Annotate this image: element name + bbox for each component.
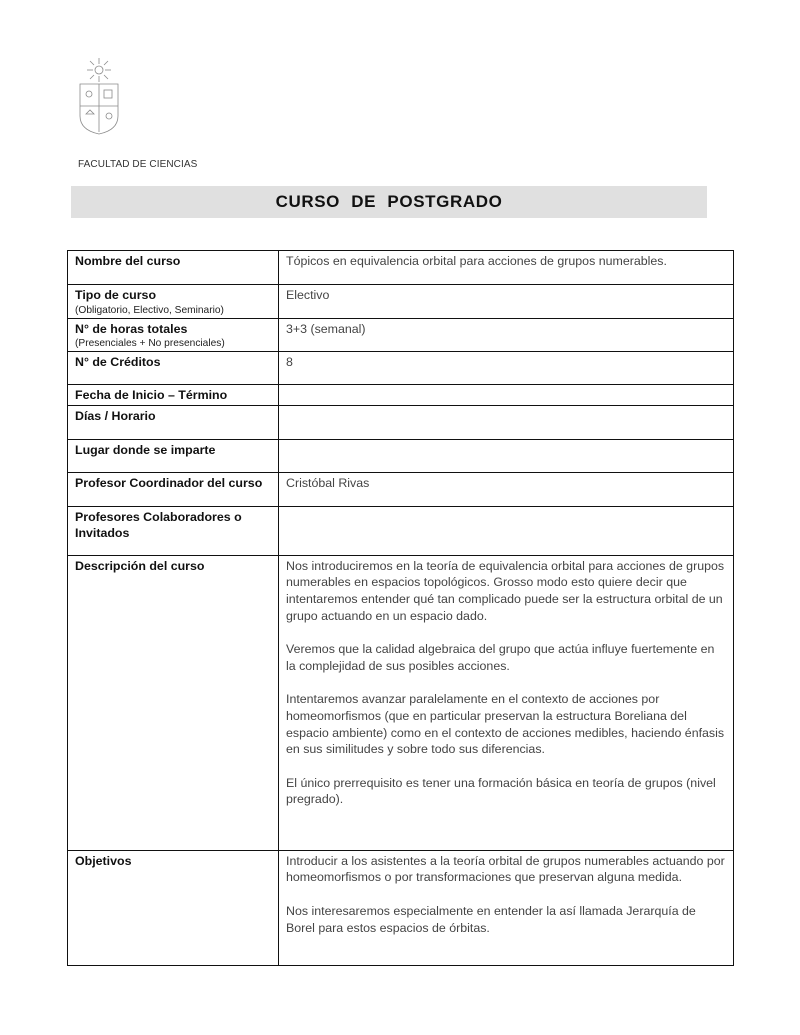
table-row (68, 472, 734, 506)
title-banner (71, 186, 707, 218)
row-value (279, 385, 734, 406)
description-paragraph: El único prerrequisito es tener una formación básica en teoría de grupos (nivel pregrado). (286, 775, 716, 807)
table-row (68, 506, 734, 555)
row-label (68, 285, 279, 319)
row-sublabel: (Obligatorio, Electivo, Seminario) (75, 304, 224, 316)
row-label: Fecha de Inicio – Término (68, 385, 279, 406)
row-value (279, 506, 734, 555)
row-value: Electivo (279, 285, 734, 319)
row-value: Tópicos en equivalencia orbital para acciones de grupos numerables. (279, 251, 734, 285)
table-row (68, 385, 734, 406)
table-row (68, 352, 734, 385)
row-label (68, 318, 279, 352)
course-info-table (67, 250, 734, 966)
row-value: 3+3 (semanal) (279, 318, 734, 352)
faculty-name: FACULTAD DE CIENCIAS (78, 159, 198, 170)
page-title: CURSO DE POSTGRADO (275, 192, 503, 211)
table-row (68, 285, 734, 319)
table-row (68, 318, 734, 352)
row-label: N° de Créditos (68, 352, 279, 385)
row-sublabel: (Presenciales + No presenciales) (75, 338, 225, 350)
row-value (279, 439, 734, 472)
row-label: Descripción del curso (68, 555, 279, 850)
table-row (68, 251, 734, 285)
table-row (68, 850, 734, 965)
objectives-paragraph: Introducir a los asistentes a la teoría orbital de grupos numerables actuando por homeomorfismos o por transformaciones que preservan alguna medida. (286, 853, 725, 885)
row-value: Cristóbal Rivas (279, 472, 734, 506)
row-label: Nombre del curso (68, 251, 279, 285)
row-value (279, 850, 734, 965)
row-label-text: N° de horas totales (75, 321, 188, 336)
description-paragraph: Veremos que la calidad algebraica del grupo que actúa influye fuertemente en la complejidad de sus posibles acciones. (286, 642, 715, 673)
row-label: Días / Horario (68, 405, 279, 439)
table-row (68, 439, 734, 472)
row-value (279, 405, 734, 439)
table-row (68, 405, 734, 439)
row-label-text: Tipo de curso (75, 288, 157, 302)
objectives-paragraph: Nos interesaremos especialmente en entender la así llamada Jerarquía de Borel para estos espacios de órbitas. (286, 903, 696, 935)
description-paragraph: Nos introduciremos en la teoría de equivalencia orbital para acciones de grupos numerables en espacios topológicos. Grosso modo esto quiere decir que intentaremos entender qué tan complicado puede ser la estructura orbital de un grupo actuando en un espacio dado. (286, 558, 725, 623)
row-label: Objetivos (68, 850, 279, 965)
description-paragraph: Intentaremos avanzar paralelamente en el contexto de acciones por homeomorfismos (que en particular preservan la estructura Boreliana del espacio ambiente) como en el contexto de acciones medibles, haciendo énfasis en sus similitudes y sobre todo sus diferencias. (286, 692, 725, 757)
university-crest-icon (76, 56, 122, 136)
table-row (68, 555, 734, 850)
row-label: Profesor Coordinador del curso (68, 472, 279, 506)
row-value (279, 555, 734, 850)
row-label: Profesores Colaboradores o Invitados (68, 506, 279, 555)
row-label: Lugar donde se imparte (68, 439, 279, 472)
row-value: 8 (279, 352, 734, 385)
